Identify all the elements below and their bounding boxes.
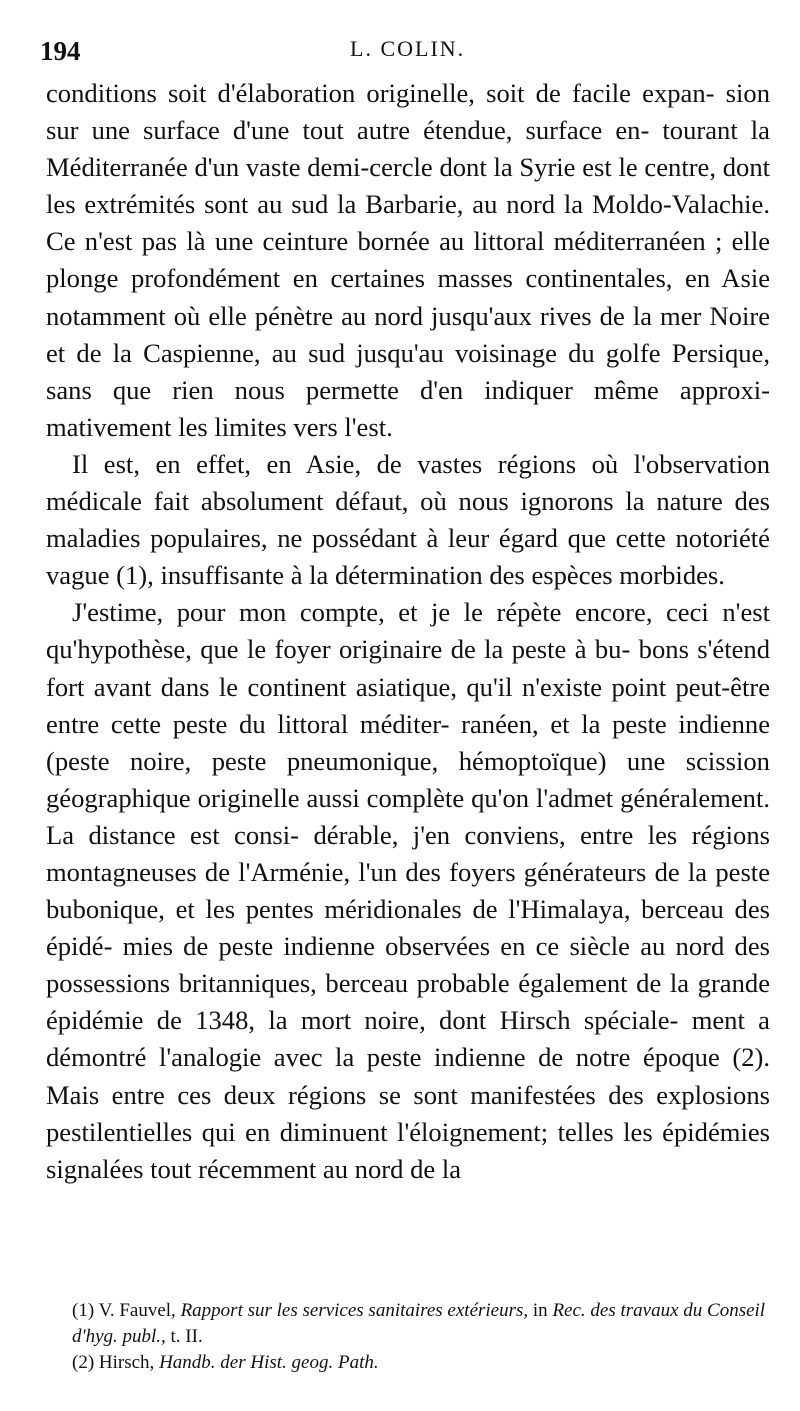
running-header bbox=[40, 30, 770, 74]
text-line: hémoptoïque) une scission géographique originelle aussi bbox=[46, 745, 770, 813]
body-text bbox=[46, 75, 770, 1188]
text-line: possessions britanniques, berceau probable également de la bbox=[46, 968, 690, 999]
footnote-author: Hirsch, bbox=[98, 1352, 155, 1373]
text-line: mies de peste indienne observées en ce siècle au nord des bbox=[122, 931, 770, 962]
footnote-source: Rec. des travaux du Conseil d'hyg. publ., bbox=[72, 1300, 766, 1347]
text-line: complète qu'on l'admet généralement. La distance est consi- bbox=[46, 782, 770, 850]
text-line: sans que rien nous permette d'en indiquer même approxi- bbox=[46, 374, 770, 405]
footnote-connector: in bbox=[528, 1300, 553, 1321]
footnote bbox=[50, 1298, 774, 1350]
text-line: la Caspienne, au sud jusqu'au voisinage du golfe Persique, bbox=[112, 337, 770, 368]
text-line: grande épidémie de 1348, la mort noire, dont Hirsch spéciale- bbox=[46, 968, 770, 1036]
text-line: Il est, en effet, en Asie, de vastes régions où l'observation bbox=[72, 448, 770, 479]
text-line: conditions soit d'élaboration originelle, soit de facile expan- bbox=[46, 78, 715, 108]
text-line: en certaines masses continentales, en Asie notamment où bbox=[46, 263, 771, 331]
running-header-author: L. COLIN. bbox=[350, 36, 466, 61]
text-line: époque (2). Mais entre ces deux régions se sont manifestées bbox=[46, 1042, 770, 1110]
text-line: telles les épidémies signalées tout récemment au nord de la bbox=[46, 1116, 770, 1184]
text-line: tourant la Méditerranée d'un vaste demi-cercle dont la Syrie bbox=[46, 115, 770, 183]
text-line: l'Arménie, l'un des foyers générateurs de la peste bubonique, bbox=[46, 856, 770, 925]
page-number: 194 bbox=[40, 36, 81, 66]
text-line: au nord la Moldo-Valachie. Ce n'est pas là une ceinture bbox=[46, 189, 770, 257]
text-line: et les pentes méridionales de l'Himalaya, berceau des épidé- bbox=[46, 894, 770, 962]
text-line: n'existe point peut-être entre cette peste du littoral méditer- bbox=[46, 671, 770, 739]
footnotes bbox=[50, 1298, 774, 1376]
text-line: médicale fait absolument défaut, où nous ignorons la nature bbox=[46, 486, 723, 517]
footnote-marker: (2) bbox=[72, 1352, 95, 1373]
paragraph bbox=[46, 446, 770, 594]
paragraph bbox=[46, 75, 770, 446]
text-line: espèces morbides. bbox=[531, 560, 725, 591]
text-line: n'est qu'hypothèse, que le foyer originaire de la peste à bu- bbox=[46, 597, 770, 665]
footnote-title: Rapport sur les services sanitaires extérieurs, bbox=[180, 1300, 529, 1321]
text-line: dérable, j'en conviens, entre les régions montagneuses de bbox=[46, 819, 770, 887]
text-line: bons s'étend fort avant dans le continent asiatique, qu'il bbox=[46, 634, 770, 702]
paragraph bbox=[46, 594, 770, 1188]
text-line: elle pénètre au nord jusqu'aux rives de la mer Noire et de bbox=[46, 300, 771, 368]
footnote bbox=[50, 1350, 774, 1376]
text-line: ment a démontré l'analogie avec la peste indienne de notre bbox=[46, 1005, 770, 1073]
text-line: J'estime, pour mon compte, et je le répète encore, ceci bbox=[72, 597, 709, 628]
text-line: est le centre, dont les extrémités sont au sud la Barbarie, bbox=[46, 152, 771, 220]
text-line: des explosions pestilentielles qui en diminuent l'éloignement; bbox=[46, 1079, 770, 1147]
footnote-author: V. Fauvel, bbox=[98, 1300, 176, 1321]
text-line: ranéen, et la peste indienne (peste noire, peste pneumonique, bbox=[46, 708, 770, 776]
text-line: mativement les limites vers l'est. bbox=[46, 411, 393, 442]
footnote-tail: t. II. bbox=[165, 1326, 203, 1347]
footnote-marker: (1) bbox=[72, 1300, 95, 1321]
text-line: sion sur une surface d'une tout autre étendue, surface en- bbox=[46, 78, 770, 146]
text-line: des maladies populaires, ne possédant à leur égard que cette bbox=[46, 486, 770, 554]
text-line: notoriété vague (1), insuffisante à la détermination des bbox=[46, 523, 770, 591]
footnote-title: Handb. der Hist. geog. Path. bbox=[159, 1352, 379, 1373]
text-line: bornée au littoral méditerranéen ; elle plonge profondément bbox=[46, 226, 771, 294]
